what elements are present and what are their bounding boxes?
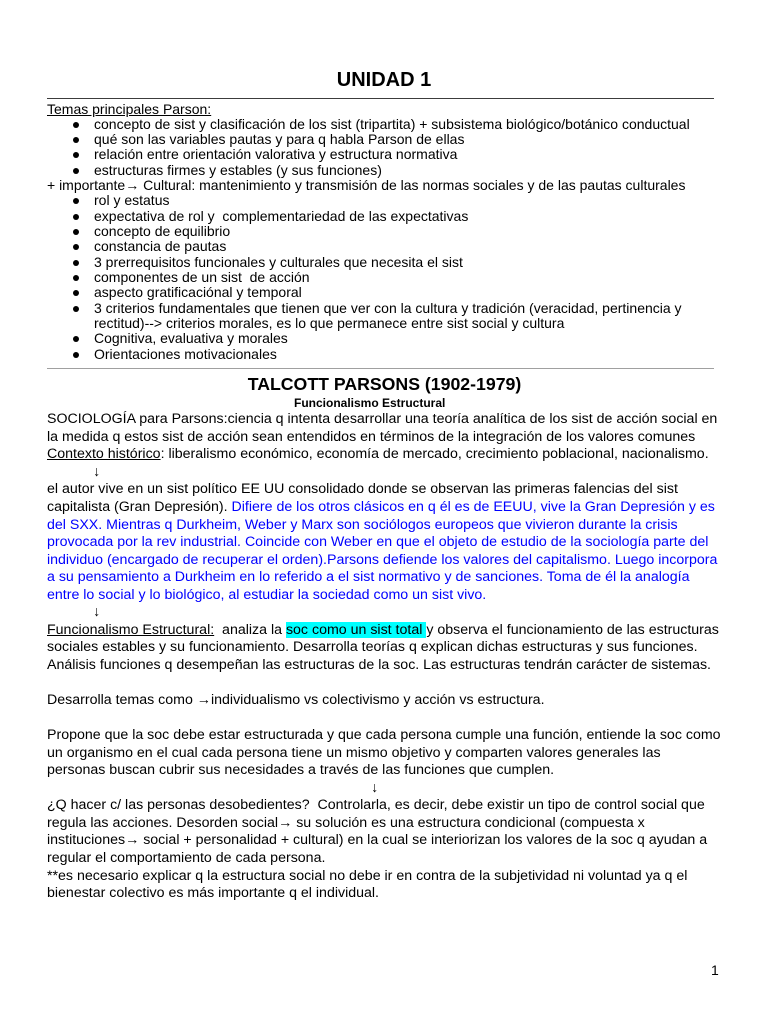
topics-note: + importante→ Cultural: mantenimiento y transmisión de las normas sociales y de las pautas culturales — [47, 177, 686, 194]
down-arrow-icon: ↓ — [371, 779, 379, 796]
list-item — [47, 270, 722, 285]
list-item — [47, 117, 722, 132]
footnote-text: **es necesario explicar q la estructura social no debe ir en contra de la subjetividad ni voluntad ya q el bienestar colectivo es más importante q el individual. — [47, 867, 692, 902]
bullet-icon — [73, 244, 79, 250]
bullet-icon — [73, 168, 79, 174]
list-item — [47, 239, 722, 254]
blank-line — [47, 710, 722, 728]
list-item-text: expectativa de rol y complementariedad de las expectativas — [94, 207, 469, 224]
bullet-icon — [73, 260, 79, 266]
structural-lead: analiza la — [214, 621, 286, 638]
parsons-notes — [47, 411, 725, 902]
sociology-definition — [47, 411, 722, 446]
proposal-paragraph — [47, 727, 725, 780]
page-number: 1 — [711, 962, 719, 978]
bullet-icon — [73, 290, 79, 296]
topics-list-second — [47, 193, 722, 362]
list-item — [47, 331, 722, 346]
structural-functionalism — [47, 622, 722, 675]
themes-paragraph — [47, 692, 722, 710]
bullet-icon — [73, 352, 79, 358]
themes-text: Desarrolla temas como →individualismo vs colectivismo y acción vs estructura. — [47, 692, 545, 709]
section-heading: TALCOTT PARSONS (1902-1979) — [247, 374, 522, 394]
list-item — [47, 301, 722, 332]
social-control-text: ¿Q hacer c/ las personas desobedientes? Controlarla, es decir, debe existir un tipo de control social que regula las acciones. Desorden social→ su solución es una estructura condicional (compuesta x instituciones→ social + personalidad + cultural) en la cual se interiorizan los valores de la soc q ayudan a regular el comportamiento de cada persona. — [47, 797, 712, 866]
footnote-paragraph — [47, 868, 722, 903]
bullet-icon — [73, 122, 79, 128]
bullet-icon — [73, 229, 79, 235]
topics-note-line — [47, 178, 722, 193]
list-item-text: qué son las variables pautas y para q habla Parson de ellas — [94, 131, 465, 148]
list-item-text: componentes de un sist de acción — [94, 269, 310, 286]
list-item — [47, 193, 722, 208]
list-item-text: Cognitiva, evaluativa y morales — [94, 330, 288, 347]
list-item-text: concepto de equilibrio — [94, 223, 231, 240]
list-item — [47, 147, 722, 162]
list-item — [47, 255, 722, 270]
title-divider — [47, 98, 714, 99]
topics-heading: Temas principales Parson: — [47, 100, 212, 117]
bullet-icon — [73, 152, 79, 158]
list-item — [47, 163, 722, 178]
bullet-icon — [73, 214, 79, 220]
blank-line — [47, 675, 722, 693]
proposal-text: Propone que la soc debe estar estructurada y que cada persona cumple una función, entiende la soc como un organismo en el cual cada persona tiene un mismo objetivo y comparten valores generales las personas buscan cubrir sus necesidades a través de las funciones que cumplen. — [47, 727, 725, 779]
list-item-text: rol y estatus — [94, 192, 170, 209]
topics-section — [47, 102, 722, 363]
section-subheading: Funcionalismo Estructural — [294, 396, 446, 410]
list-item-text: concepto de sist y clasificación de los sist (tripartita) + subsistema biológico/botánico conductual — [94, 115, 690, 132]
section-divider — [47, 368, 714, 369]
bullet-icon — [73, 275, 79, 281]
list-item-text: 3 prerrequisitos funcionales y culturales que necesita el sist — [94, 253, 463, 270]
down-arrow-icon: ↓ — [93, 463, 101, 480]
list-item-text: aspecto gratificaciónal y temporal — [94, 284, 302, 301]
sociology-definition-text: SOCIOLOGÍA para Parsons:ciencia q intenta desarrollar una teoría analítica de los sist de acción social en la medida q estos sist de acción sean entendidos en términos de la integración de los valores comunes — [47, 411, 722, 445]
bullet-icon — [73, 198, 79, 204]
down-arrow-icon: ↓ — [93, 604, 101, 621]
author-comparison-text: Difiere de los otros clásicos en q él es de EEUU, vive la Gran Depresión y es del SXX. Mientras q Durkheim, Weber y Marx son sociólogos europeos que vivieron durante la crisis provocada por la rev industrial. Coincide con Weber en que el objeto de estudio de la sociología parte del individuo (encargado de recuperar el orden).Parsons defiende los valores del capitalismo. Luego incorpora a su pensamiento a Durkheim en lo referido a el sist normativo y de sanciones. Toma de él la analogía entre lo social y lo biológico, al estudiar la sociedad como un sist vivo. — [47, 499, 722, 603]
structural-label: Funcionalismo Estructural: — [47, 621, 215, 638]
social-control-paragraph — [47, 797, 722, 867]
list-item — [47, 285, 722, 300]
highlighted-text: soc como un sist total — [285, 621, 427, 638]
list-item-text: constancia de pautas — [94, 238, 227, 255]
author-context — [47, 481, 722, 604]
bullet-icon — [73, 336, 79, 342]
unit-title: UNIDAD 1 — [336, 69, 432, 91]
bullet-icon — [73, 137, 79, 143]
list-item — [47, 132, 722, 147]
author-context-text: el autor vive en un sist político EE UU consolidado donde se observan las primeras falencias del sist capitalista (Gran Depresión). — [47, 481, 682, 516]
list-item — [47, 224, 722, 239]
list-item — [47, 347, 722, 362]
structural-text: y observa el funcionamiento de las estructuras sociales estables y su funcionamiento. Desarrolla teorías q explican dichas estructuras y sus funciones. Análisis funciones q desempeñan las estructuras de la soc. Las estructuras tendrán carácter de sistemas. — [47, 621, 723, 673]
historical-context — [47, 446, 722, 464]
list-item-text: estructuras firmes y estables (y sus funciones) — [94, 161, 382, 178]
topics-list-first — [47, 117, 722, 178]
context-text: : liberalismo económico, economía de mercado, crecimiento poblacional, nacionalismo. — [160, 446, 709, 463]
list-item-text: Orientaciones motivacionales — [94, 345, 277, 362]
bullet-icon — [73, 306, 79, 312]
list-item-text: 3 criterios fundamentales que tienen que ver con la cultura y tradición (veracidad, pertinencia y rectitud)--> criterios morales, es lo que permanece entre sist social y cultura — [94, 299, 686, 332]
list-item — [47, 209, 722, 224]
topics-heading-line — [47, 102, 722, 117]
context-label: Contexto histórico — [47, 446, 161, 463]
list-item-text: relación entre orientación valorativa y estructura normativa — [94, 146, 458, 163]
